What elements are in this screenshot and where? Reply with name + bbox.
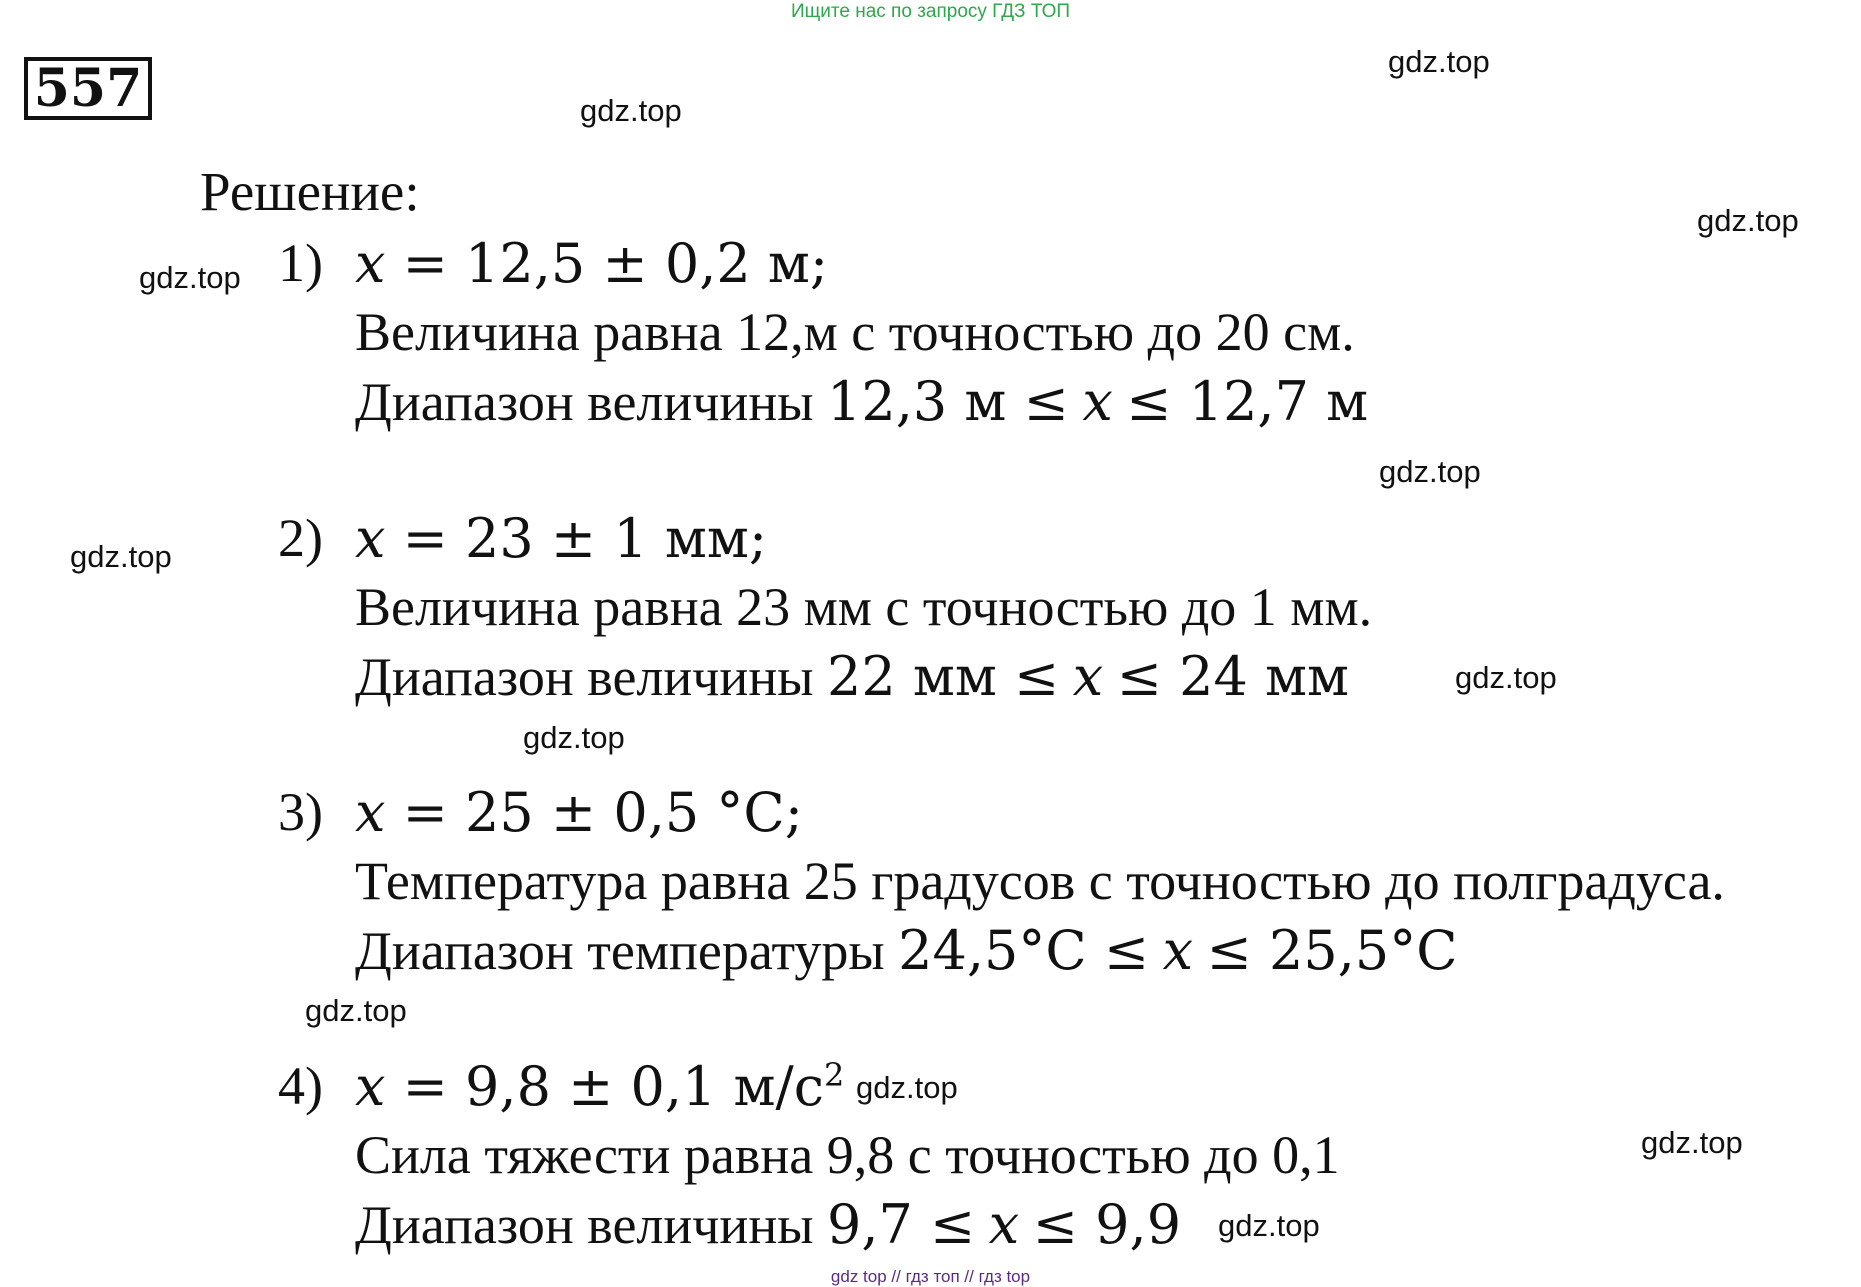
item-description: Сила тяжести равна 9,8 с точностью до 0,1 xyxy=(355,1125,1340,1185)
variable: x xyxy=(1082,370,1113,433)
item-number: 4) xyxy=(278,1056,323,1116)
item-formula xyxy=(355,507,767,570)
item-description: Величина равна 23 мм с точностью до 1 мм. xyxy=(355,577,1373,637)
item-description: Температура равна 25 градусов с точностью до полградуса. xyxy=(355,851,1725,911)
range-prefix: Диапазон величины xyxy=(355,1195,814,1255)
watermark: gdz.top xyxy=(580,93,682,128)
watermark: gdz.top xyxy=(1218,1208,1320,1243)
watermark: gdz.top xyxy=(856,1070,958,1105)
formula-text: = 23 ± 1 мм; xyxy=(402,507,768,570)
variable: x xyxy=(1072,645,1104,708)
top-banner[interactable]: Ищите нас по запросу ГДЗ ТОП xyxy=(790,1,1071,22)
formula-text: = 9,8 ± 0,1 м/с xyxy=(402,1055,824,1118)
range-left: 9,7 ≤ xyxy=(827,1193,976,1256)
range-left: 12,3 м ≤ xyxy=(827,370,1069,433)
watermark: gdz.top xyxy=(1641,1125,1743,1160)
item-range xyxy=(355,919,1458,982)
variable: x xyxy=(988,1193,1020,1256)
watermark: gdz.top xyxy=(305,993,407,1028)
item-description: Величина равна 12,м с точностью до 20 см. xyxy=(355,302,1355,362)
variable: x xyxy=(355,1055,386,1118)
watermark: gdz.top xyxy=(1455,660,1557,695)
item-formula xyxy=(355,1055,844,1118)
range-prefix: Диапазон температуры xyxy=(355,921,885,981)
item-range xyxy=(355,1193,1181,1256)
range-left: 22 мм ≤ xyxy=(827,645,1060,708)
watermark: gdz.top xyxy=(1379,454,1481,489)
watermark: gdz.top xyxy=(70,539,172,574)
formula-exponent: 2 xyxy=(824,1056,845,1094)
range-prefix: Диапазон величины xyxy=(355,372,814,432)
range-right: ≤ 9,9 xyxy=(1032,1193,1182,1256)
formula-text: = 12,5 ± 0,2 м; xyxy=(402,232,829,295)
item-number: 3) xyxy=(278,782,323,842)
range-left: 24,5°С ≤ xyxy=(898,919,1150,982)
range-right: ≤ 12,7 м xyxy=(1126,370,1369,433)
item-number: 1) xyxy=(278,233,323,293)
item-range xyxy=(355,645,1349,708)
watermark: gdz.top xyxy=(139,260,241,295)
range-right: ≤ 25,5°С xyxy=(1206,919,1458,982)
formula-text: = 25 ± 0,5 °С; xyxy=(402,781,803,844)
footer-links[interactable]: gdz top // гдз топ // гдз top xyxy=(830,1267,1031,1286)
variable: x xyxy=(1162,919,1194,982)
watermark: gdz.top xyxy=(523,720,625,755)
watermark: gdz.top xyxy=(1388,44,1490,79)
variable: x xyxy=(355,781,386,844)
variable: x xyxy=(355,232,386,295)
range-prefix: Диапазон величины xyxy=(355,647,814,707)
item-number: 2) xyxy=(278,508,323,568)
item-formula xyxy=(355,781,803,844)
watermark: gdz.top xyxy=(1697,203,1799,238)
solution-label: Решение: xyxy=(200,161,420,222)
item-formula xyxy=(355,232,828,295)
item-range xyxy=(355,370,1368,433)
variable: x xyxy=(355,507,386,570)
range-right: ≤ 24 мм xyxy=(1116,645,1350,708)
problem-number: 557 xyxy=(24,57,152,120)
